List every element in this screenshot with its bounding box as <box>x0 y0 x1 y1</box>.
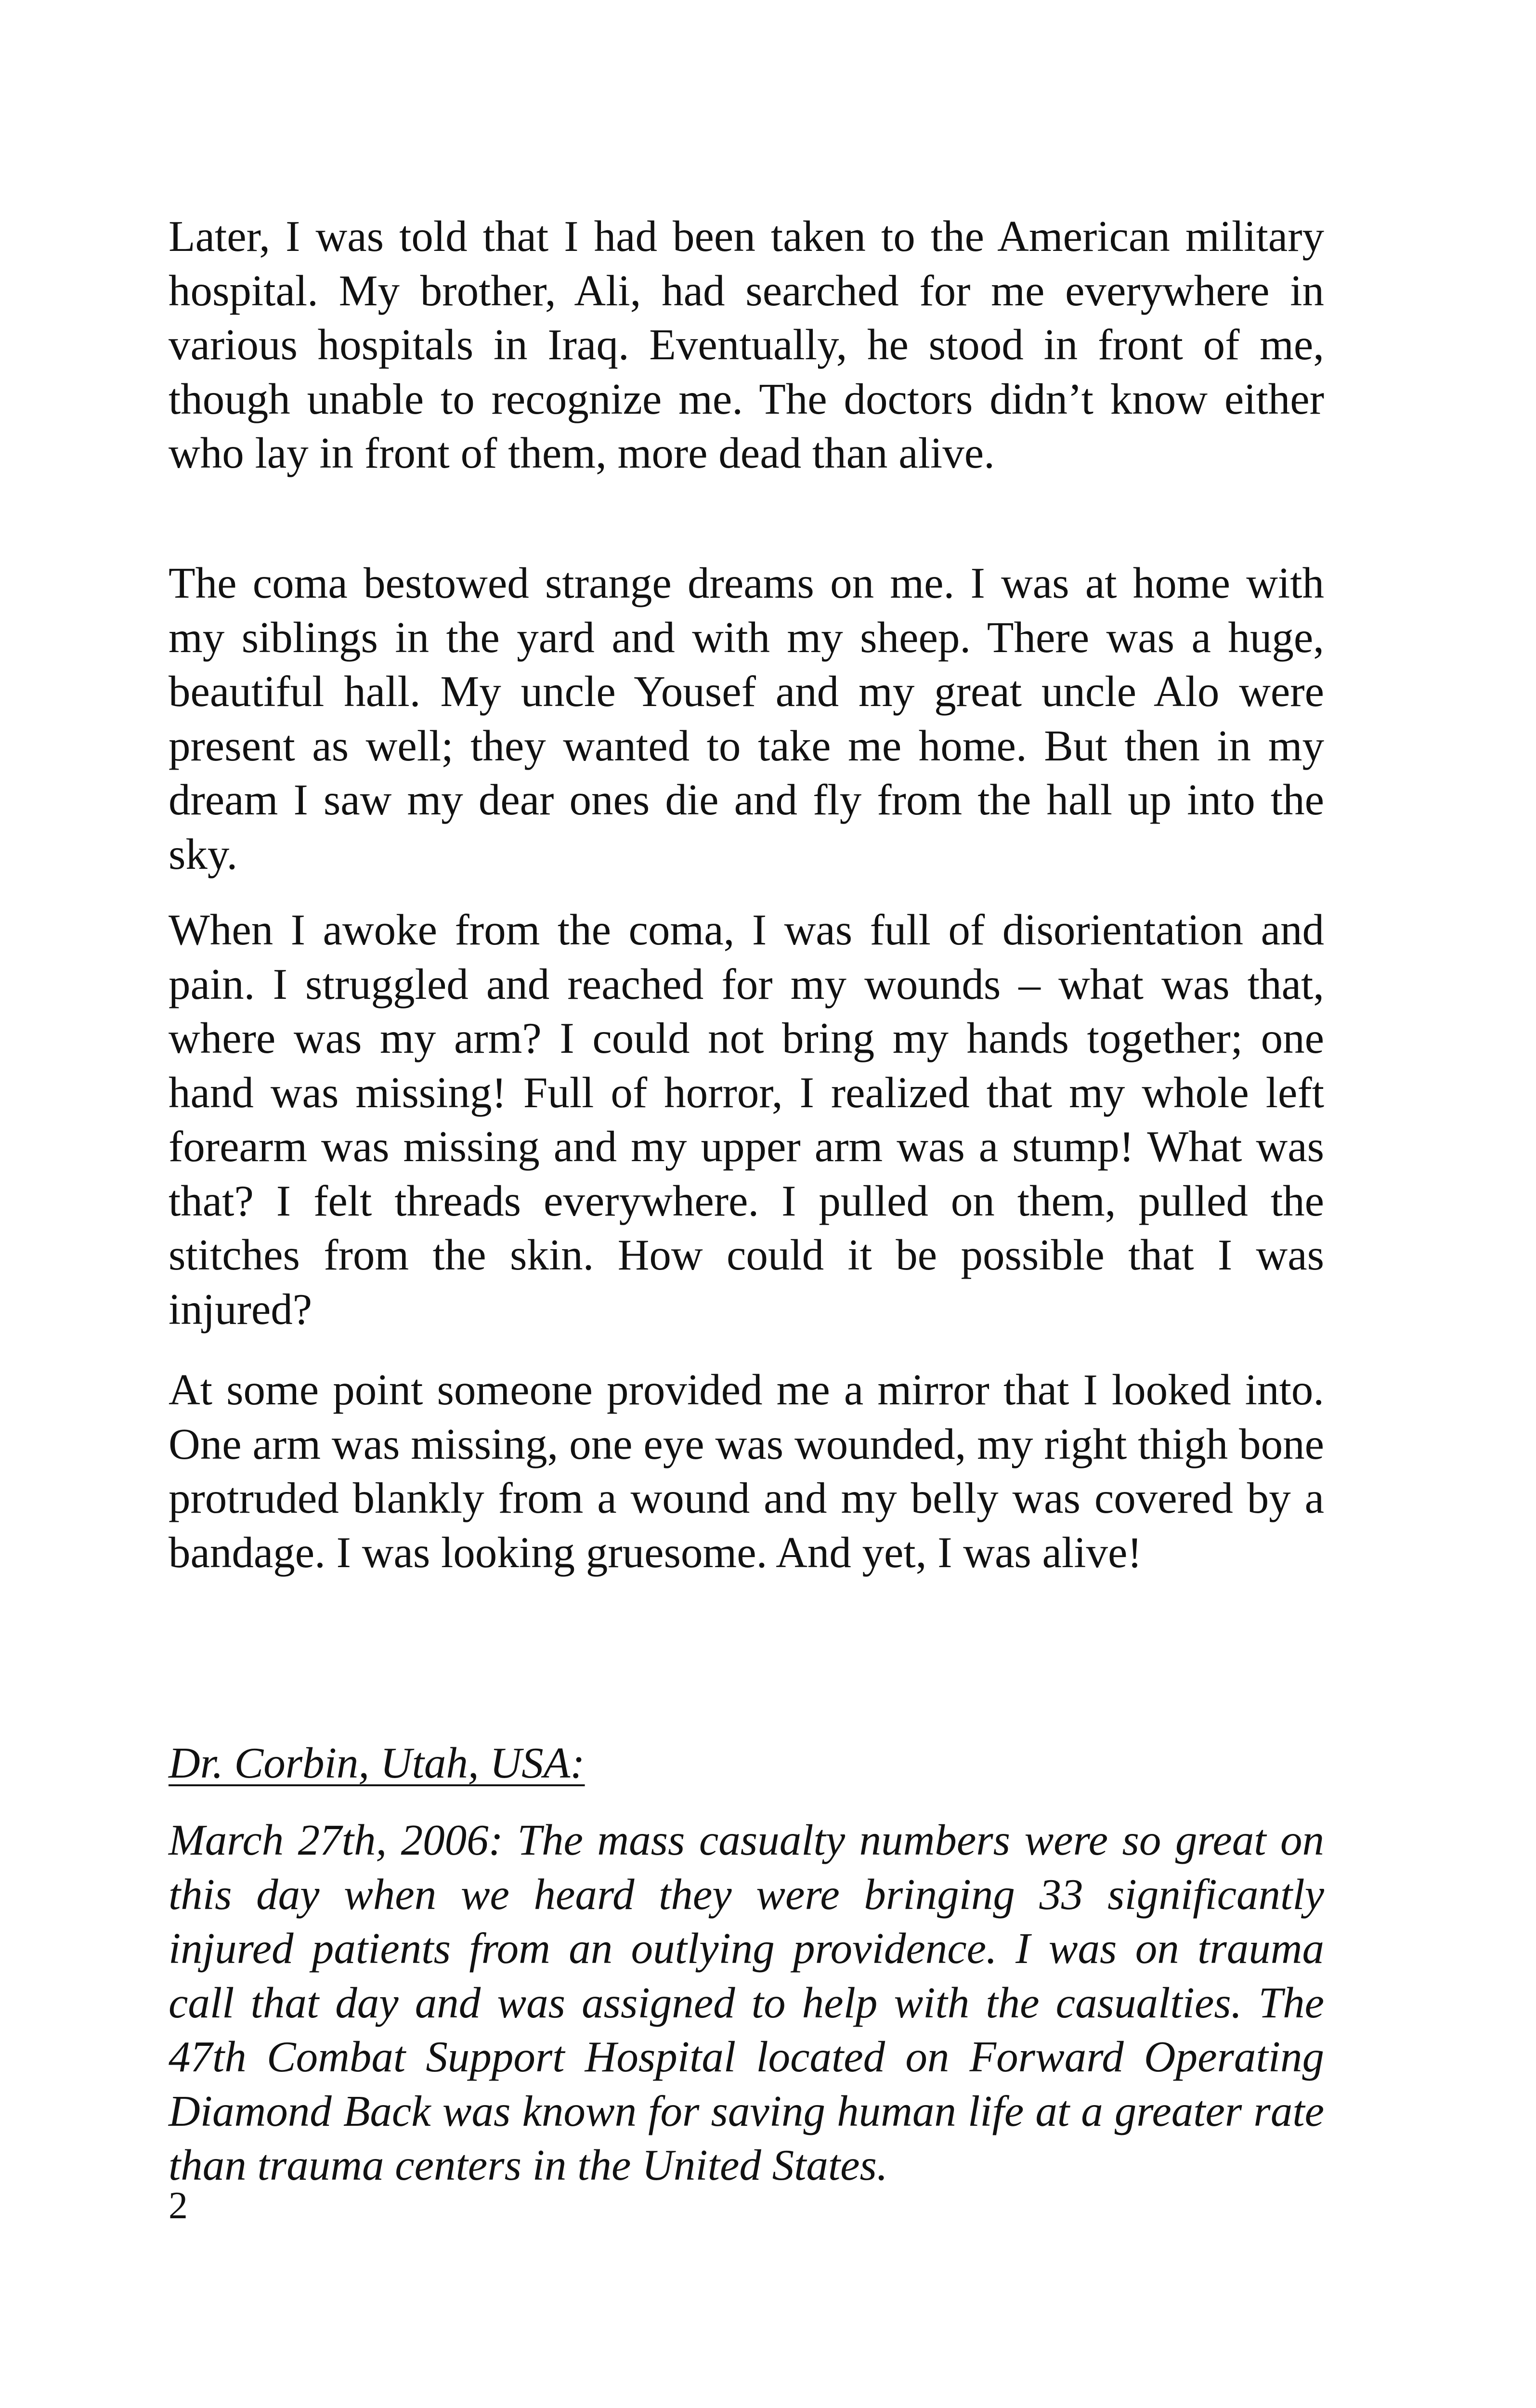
paragraph-hospital <box>169 209 1324 481</box>
page-number: 2 <box>169 2185 188 2227</box>
paragraph-text: The coma bestowed strange dreams on me. I was at home with my siblings in the yard and with my sheep. There was a huge, beautiful hall. My uncle Yousef and my great uncle Alo were present as well; they wanted to take me home. But then in my dream I saw my dear ones die and fly from the hall up into the sky. <box>169 559 1324 878</box>
section-heading: Dr. Corbin, Utah, USA: <box>169 1739 585 1787</box>
paragraph-text: At some point someone provided me a mirror that I looked into. One arm was missing, one eye was wounded, my right thigh bone protruded blankly from a wound and my belly was covered by a bandage. I was looking gruesome. And yet, I was alive! <box>169 1365 1324 1577</box>
paragraph-mirror <box>169 1363 1324 1580</box>
paragraph-text: When I awoke from the coma, I was full of disorientation and pain. I struggled and reached for my wounds – what was that, where was my arm? I could not bring my hands together; one hand was missing! Full of horror, I realized that my whole left forearm was missing and my upper arm was a stump! What was that? I felt threads everywhere. I pulled on them, pulled the stitches from the skin. How could it be possible that I was injured? <box>169 905 1324 1334</box>
italic-quote-paragraph: March 27th, 2006: The mass casualty numbers were so great on this day when we heard they were bringing 33 significantly injured patients from an outlying providence. I was on trauma call that day and was assigned to help with the casualties. The 47th Combat Support Hospital located on Forward Operating Diamond Back was known for saving human life at a greater rate than trauma centers in the United States. <box>169 1816 1324 2189</box>
paragraph-coma-dreams <box>169 556 1324 881</box>
paragraph-text: Later, I was told that I had been taken to the American military hospital. My brother, Ali, had searched for me everywhere in various hospitals in Iraq. Eventually, he stood in front of me, though unable to recognize me. The doctors didn’t know either who lay in front of them, more dead than alive. <box>169 212 1324 477</box>
paragraph-awakening <box>169 903 1324 1336</box>
